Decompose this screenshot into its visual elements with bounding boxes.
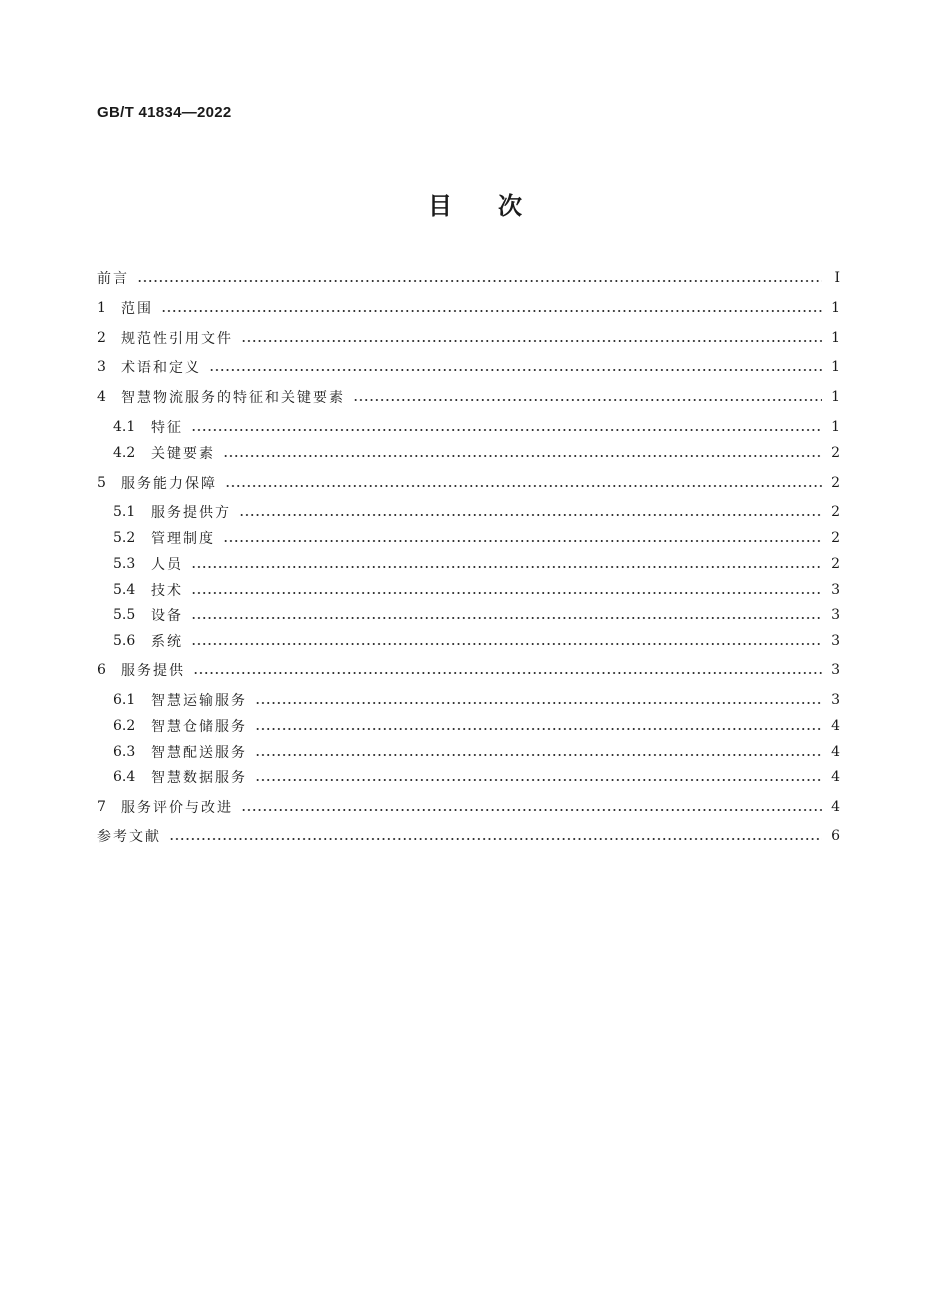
toc-entry-page: 4 (831, 769, 840, 785)
toc-entry-number: 5.2 (113, 530, 136, 546)
dot-leader (255, 779, 822, 781)
toc-entry-number: 1 (97, 300, 106, 316)
toc-entry-label: 智慧数据服务 (151, 770, 247, 786)
toc-entry-label: 人员 (151, 557, 183, 573)
toc-entry-page: 3 (831, 662, 840, 678)
dot-leader (191, 643, 822, 645)
toc-entry-page: 4 (831, 744, 840, 760)
toc-entry-page: 3 (831, 582, 840, 598)
toc-entry-label: 技术 (151, 583, 183, 599)
toc-entry-page: Ⅰ (834, 270, 840, 286)
toc-entry[interactable] (113, 578, 840, 602)
dot-leader (223, 455, 822, 457)
toc-entry[interactable] (113, 688, 840, 712)
toc-entry-number: 5.3 (113, 556, 136, 572)
toc-entry-number: 5 (97, 475, 106, 491)
toc-entry-label: 管理制度 (151, 531, 215, 547)
toc-entry-label: 特征 (151, 420, 183, 436)
toc-entry-number: 6.1 (113, 692, 136, 708)
dot-leader (191, 429, 822, 431)
dot-leader (209, 369, 822, 371)
toc-entry-number: 6.4 (113, 769, 136, 785)
toc-entry-page: 1 (831, 419, 840, 435)
toc-entry-page: 2 (831, 504, 840, 520)
toc-entry-label: 智慧仓储服务 (151, 719, 247, 735)
toc-entry[interactable] (97, 385, 840, 409)
toc-entry[interactable] (113, 603, 840, 627)
toc-entry-number: 7 (97, 799, 106, 815)
toc-entry-page: 2 (831, 556, 840, 572)
toc-entry-label: 前言 (97, 271, 129, 287)
toc-entry[interactable] (97, 471, 840, 495)
toc-entry-number: 5.4 (113, 582, 136, 598)
toc-entry[interactable] (113, 415, 840, 439)
toc-entry-page: 1 (831, 330, 840, 346)
toc-entry[interactable] (97, 266, 840, 290)
dot-leader (169, 838, 822, 840)
toc-entry[interactable] (113, 714, 840, 738)
dot-leader (191, 592, 822, 594)
toc-entry[interactable] (113, 500, 840, 524)
toc-entry-label: 范围 (121, 301, 153, 317)
toc-entry-label: 服务能力保障 (121, 476, 217, 492)
toc-entry[interactable] (113, 552, 840, 576)
toc-entry-page: 4 (831, 799, 840, 815)
dot-leader (223, 540, 822, 542)
toc-entry-page: 2 (831, 445, 840, 461)
dot-leader (241, 340, 822, 342)
dot-leader (241, 809, 822, 811)
dot-leader (191, 617, 822, 619)
toc-entry-page: 6 (831, 828, 840, 844)
toc-entry-number: 4.2 (113, 445, 136, 461)
toc-entry-label: 服务评价与改进 (121, 800, 233, 816)
toc-entry-label: 参考文献 (97, 829, 161, 845)
toc-entry-label: 服务提供 (121, 663, 185, 679)
toc-entry[interactable] (97, 658, 840, 682)
toc-entry-label: 关键要素 (151, 446, 215, 462)
toc-entry[interactable] (97, 355, 840, 379)
toc-entry[interactable] (113, 441, 840, 465)
dot-leader (161, 310, 822, 312)
toc-entry-label: 智慧运输服务 (151, 693, 247, 709)
toc-entry-label: 智慧物流服务的特征和关键要素 (121, 390, 345, 406)
toc-entry-page: 2 (831, 475, 840, 491)
toc-entry-number: 2 (97, 330, 106, 346)
dot-leader (239, 514, 822, 516)
toc-entry-label: 系统 (151, 634, 183, 650)
toc-entry-number: 6 (97, 662, 106, 678)
toc-entry-page: 3 (831, 692, 840, 708)
dot-leader (255, 754, 822, 756)
toc-entry[interactable] (113, 526, 840, 550)
toc-entry[interactable] (97, 296, 840, 320)
toc-entry-number: 6.3 (113, 744, 136, 760)
toc-entry[interactable] (113, 629, 840, 653)
toc-entry-label: 服务提供方 (151, 505, 231, 521)
dot-leader (255, 728, 822, 730)
toc-entry-number: 4 (97, 389, 106, 405)
toc-entry-label: 规范性引用文件 (121, 331, 233, 347)
toc-entry-label: 术语和定义 (121, 360, 201, 376)
toc-entry-number: 3 (97, 359, 106, 375)
toc-entry[interactable] (97, 795, 840, 819)
toc-entry-page: 3 (831, 607, 840, 623)
toc-entry-page: 1 (831, 359, 840, 375)
toc-entry-label: 智慧配送服务 (151, 745, 247, 761)
dot-leader (193, 672, 822, 674)
toc-entry[interactable] (113, 740, 840, 764)
toc-entry-number: 5.5 (113, 607, 136, 623)
dot-leader (255, 702, 822, 704)
toc-entry-number: 5.6 (113, 633, 136, 649)
toc-entry-label: 设备 (151, 608, 183, 624)
dot-leader (137, 280, 822, 282)
page-title: 目次 (428, 192, 568, 220)
toc-entry-page: 1 (831, 389, 840, 405)
toc-entry[interactable] (113, 765, 840, 789)
toc-entry-page: 1 (831, 300, 840, 316)
toc-entry[interactable] (97, 326, 840, 350)
toc-entry-number: 6.2 (113, 718, 136, 734)
dot-leader (225, 485, 822, 487)
toc-entry-page: 2 (831, 530, 840, 546)
standard-code: GB/T 41834—2022 (97, 104, 232, 121)
toc-entry-number: 4.1 (113, 419, 136, 435)
toc-entry-number: 5.1 (113, 504, 136, 520)
toc-entry-page: 4 (831, 718, 840, 734)
dot-leader (353, 399, 822, 401)
toc-entry-page: 3 (831, 633, 840, 649)
dot-leader (191, 566, 822, 568)
toc-entry[interactable] (97, 824, 840, 848)
